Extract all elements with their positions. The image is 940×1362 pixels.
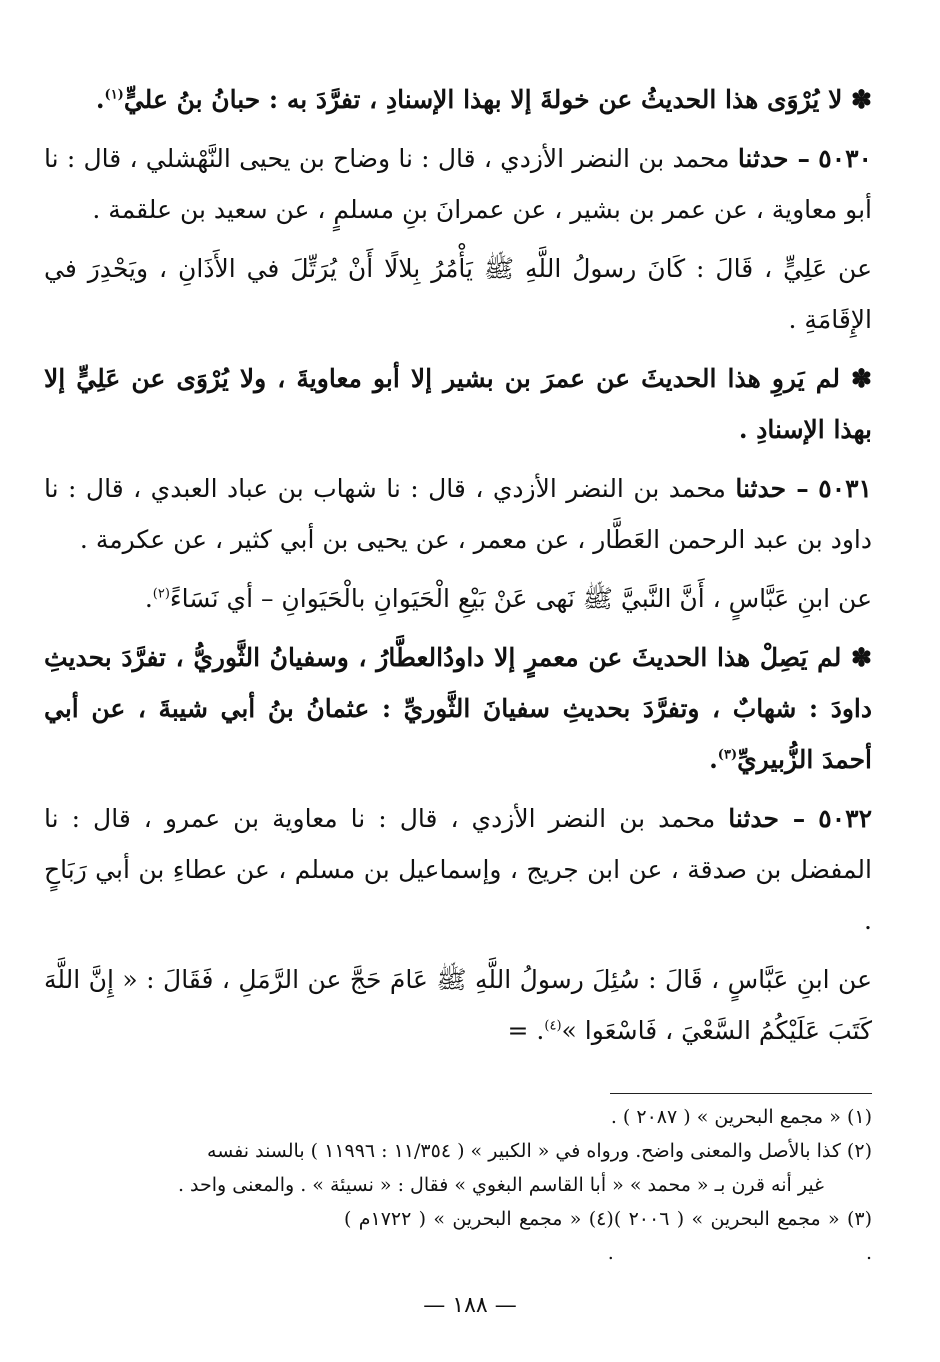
footnotes: [44, 1100, 872, 1270]
hadith-lead: – حدثنا: [728, 804, 806, 833]
hadith-5031-isnad: [44, 463, 872, 565]
matn-text: عن ابنِ عَبَّاسٍ ، قَالَ : سُئِلَ رسولُ اللَّهِ ﷺ عَامَ حَجَّ عن الرَّمَلِ ، فَقَالَ : « إِنَّ اللَّهَ كَتَبَ عَلَيْكُمُ السَّعْيَ ، فَاسْعَوا »: [44, 965, 872, 1045]
hadith-5032-matn: [44, 954, 872, 1056]
footnote-ref-4: (٤): [544, 1018, 562, 1034]
hadith-5030-note: ✽ لم يَروِ هذا الحديثَ عن عمرَ بن بشير إلا أبو معاويةَ ، ولا يُرْوَى عن عَلِيٍّ إلا بهذا الإسنادِ .: [44, 364, 872, 444]
note-end: .: [709, 745, 718, 774]
footnote-2: (٢) كذا بالأصل والمعنى واضح. ورواه في « الكبير » ( ١١/٣٥٤ : ١١٩٩٦ ) بالسند نفسه: [207, 1140, 872, 1162]
hadith-number: ٥٠٣٠: [818, 144, 872, 173]
hadith-5031-note: [44, 632, 872, 785]
footnote-4: (٤) « مجمع البحرين » ( ١٧٢٢م ) .: [344, 1208, 614, 1264]
hadith-5030-isnad: [44, 133, 872, 235]
footnote-3: (٣) « مجمع البحرين » ( ٢٠٠٦ ) .: [613, 1208, 873, 1264]
note-text: ✽ لم يَصِلْ هذا الحديثَ عن معمرٍ إلا داودُالعطَّارُ ، وسفيانُ الثَّوريُّ ، تفرَّدَ بحديثِ داودَ : شهابٌ ، وتفرَّدَ بحديثِ سفيانَ الثَّوريِّ : عثمانُ بنُ أبي شيبةَ ، عن أبي أحمدَ الزُّبيريِّ: [44, 643, 872, 774]
hadith-lead: – حدثنا: [737, 144, 811, 173]
hadith-5030-matn: عن عَلِيٍّ ، قَالَ : كَانَ رسولُ اللَّهِ ﷺ يَأْمُرُ بِلالًا أَنْ يُرَتِّلَ في الأَذَانِ ، ويَحْدِرَ في الإِقَامَةِ .: [44, 254, 872, 334]
isnad-text: محمد بن النضر الأزدي ، قال : نا شهاب بن عباد العبدي ، قال : نا داود بن عبد الرحمن العَطَّار ، عن معمر ، عن يحيى بن أبي كثير ، عن عكرمة .: [44, 474, 872, 554]
matn-end: . =: [507, 1016, 545, 1045]
hadith-lead: – حدثنا: [735, 474, 809, 503]
matn-text: عن ابنِ عَبَّاسٍ ، أَنَّ النَّبيَّ ﷺ نَهى عَنْ بَيْعِ الْحَيَوانِ بالْحَيَوانِ – أي نَسَاءً: [169, 584, 872, 613]
note-text: ✽ لا يُرْوَى هذا الحديثُ عن خولةَ إلا بهذا الإسنادِ ، تفرَّدَ به : حبانُ بنُ عليٍّ: [123, 85, 872, 114]
footnotes-3-4-row: [44, 1202, 872, 1270]
matn-end: .: [144, 584, 153, 613]
note-end: .: [95, 85, 105, 114]
footnote-1: (١) « مجمع البحرين » ( ٢٠٨٧ ) .: [610, 1106, 872, 1128]
isnad-text: محمد بن النضر الأزدي ، قال : نا معاوية بن عمرو ، قال : نا المفضل بن صدقة ، عن ابن جريج ، وإسماعيل بن مسلم ، عن عطاءِ بن أبي رَبَاحٍ .: [44, 804, 872, 935]
hadith-5032-isnad: [44, 793, 872, 946]
hadith-number: ٥٠٣٢: [818, 804, 873, 833]
main-text: [44, 74, 872, 1064]
footnote-ref-1: (١): [104, 87, 124, 103]
isnad-text: محمد بن النضر الأزدي ، قال : نا وضاح بن يحيى النَّهْشلي ، قال : نا أبو معاوية ، عن عمر بن بشير ، عن عمرانَ بنِ مسلمٍ ، عن سعيد بن علقمة .: [44, 144, 872, 224]
hadith-number: ٥٠٣١: [818, 474, 872, 503]
footnote-ref-2: (٢): [152, 586, 170, 602]
footnote-ref-3: (٣): [717, 747, 738, 763]
page-number: — ١٨٨ —: [423, 1293, 517, 1318]
footnote-2-continuation: غير أنه قرن بـ « محمد » « أبا القاسم البغوي » فقال : « نسيئة » . والمعنى واحد .: [177, 1174, 824, 1196]
footnote-divider: [610, 1093, 872, 1094]
hadith-5031-matn: [44, 573, 872, 624]
note-previous-hadith: [44, 74, 872, 125]
